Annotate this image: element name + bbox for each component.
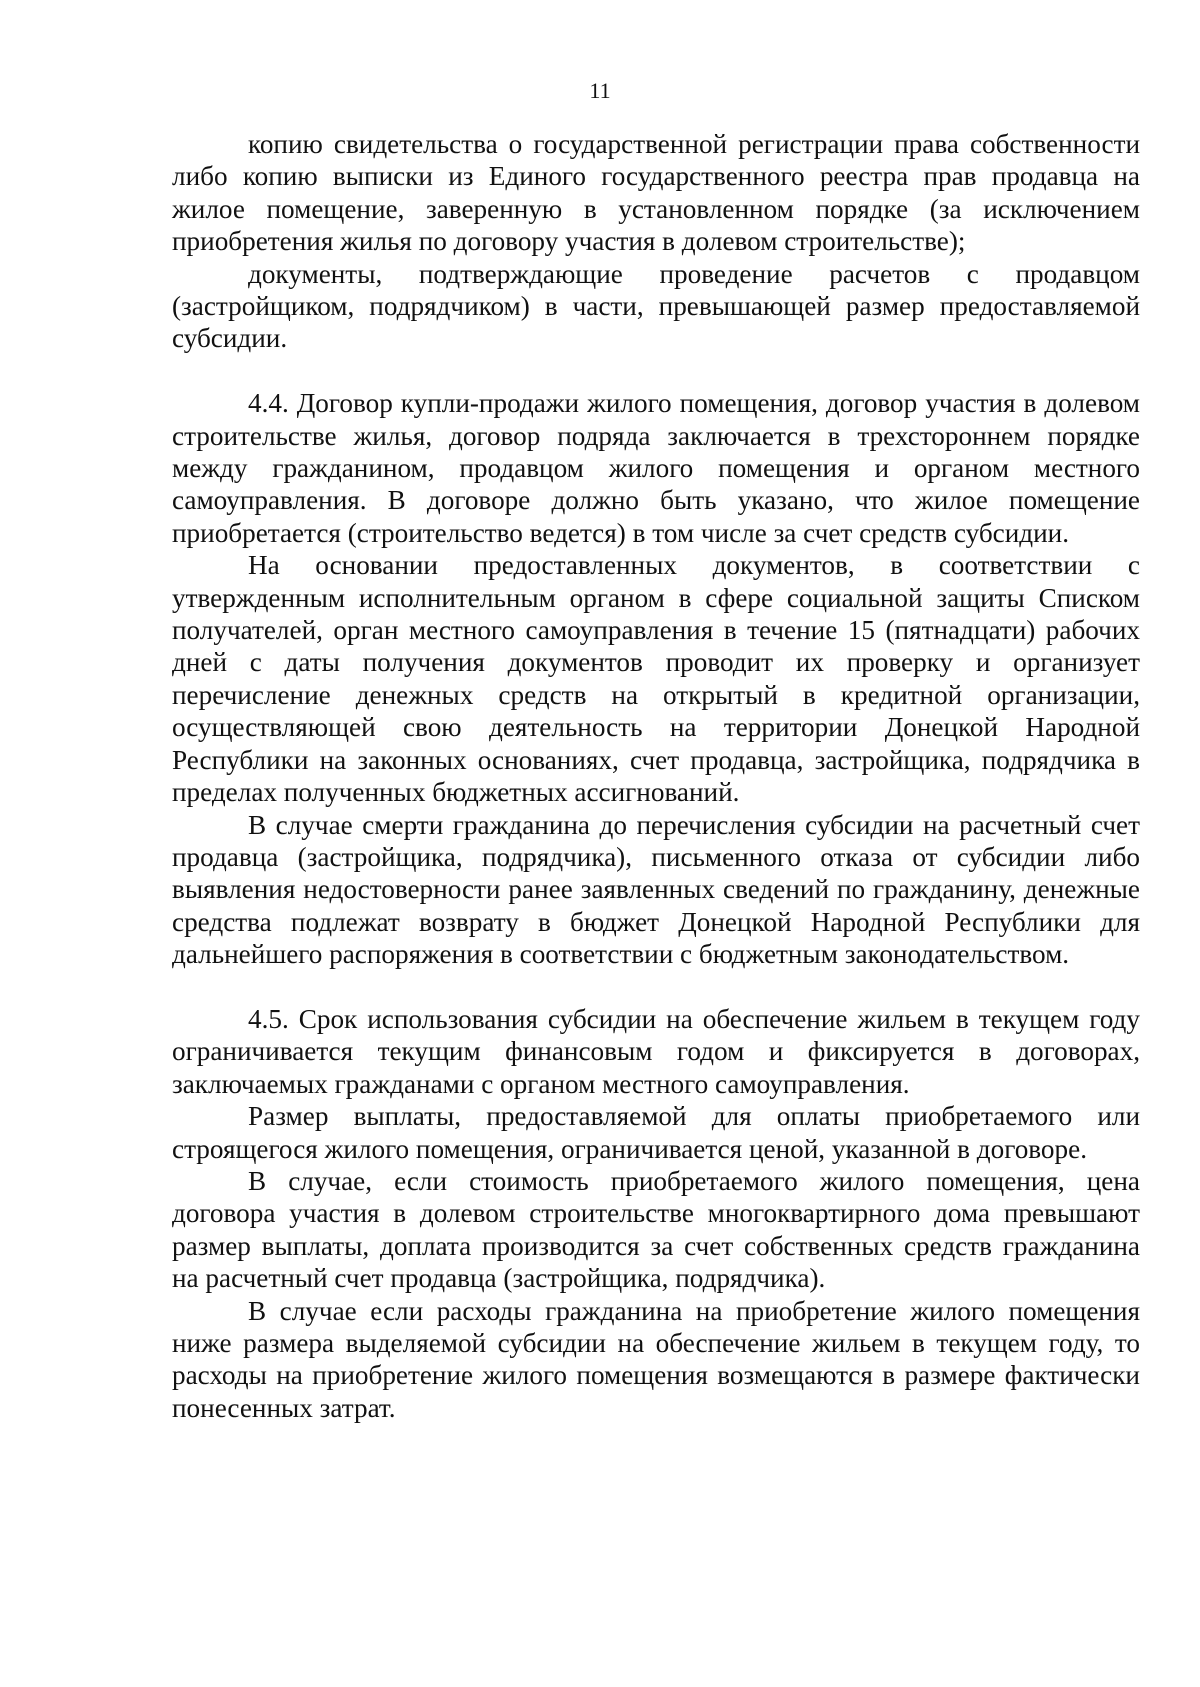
paragraph-payment-limit: Размер выплаты, предоставляемой для оплаты приобретаемого или строящегося жилого помещения, ограничивается ценой, указанной в договоре. [172,1101,1140,1164]
paragraph-surcharge: В случае, если стоимость приобретаемого жилого помещения, цена договора участия в долевом строительстве многоквартирного дома превышают размер выплаты, доплата производится за счет собственных средств гражданина на расчетный счет продавца (застройщика, подрядчика). [172,1165,1140,1294]
paragraph-payment-documents: документы, подтверждающие проведение расчетов с продавцом (застройщиком, подрядчиком) в части, превышающей размер предоставляемой субсидии. [172,258,1140,354]
paragraph-verification-transfer: На основании предоставленных документов, в соответствии с утвержденным исполнительным органом в сфере социальной защиты Списком получателей, орган местного самоуправления в течение 15 (пятнадцати) рабочих дней с даты получения документов проводит их проверку и организует перечисление денежных средств на открытый в кредитной организации, осуществляющей свою деятельность на территории Донецкой Народной Республики на законных основаниях, счет продавца, застройщика, подрядчика в пределах полученных бюджетных ассигнований. [172,550,1140,808]
page-number: 11 [589,78,611,103]
document-body [172,128,1140,1424]
paragraph-actual-expenses: В случае если расходы гражданина на приобретение жилого помещения ниже размера выделяемой субсидии на обеспечение жильем в текущем году, то расходы на приобретение жилого помещения возмещаются в размере фактически понесенных затрат. [172,1295,1140,1423]
paragraph-section-4-5: 4.5. Срок использования субсидии на обеспечение жильем в текущем году ограничивается текущим финансовым годом и фиксируется в договорах, заключаемых гражданами с органом местного самоуправления. [172,1003,1140,1099]
paragraph-refund-to-budget: В случае смерти гражданина до перечисления субсидии на расчетный счет продавца (застройщика, подрядчика), письменного отказа от субсидии либо выявления недостоверности ранее заявленных сведений по гражданину, денежные средства подлежат возврату в бюджет Донецкой Народной Республики для дальнейшего распоряжения в соответствии с бюджетным законодательством. [172,809,1140,970]
paragraph-section-4-4: 4.4. Договор купли-продажи жилого помещения, договор участия в долевом строительстве жилья, договор подряда заключается в трехстороннем порядке между гражданином, продавцом жилого помещения и органом местного самоуправления. В договоре должно быть указано, что жилое помещение приобретается (строительство ведется) в том числе за счет средств субсидии. [172,388,1140,548]
paragraph-registration-certificate: копию свидетельства о государственной регистрации права собственности либо копию выписки из Единого государственного реестра прав продавца на жилое помещение, заверенную в установленном порядке (за исключением приобретения жилья по договору участия в долевом строительстве); [172,129,1140,257]
